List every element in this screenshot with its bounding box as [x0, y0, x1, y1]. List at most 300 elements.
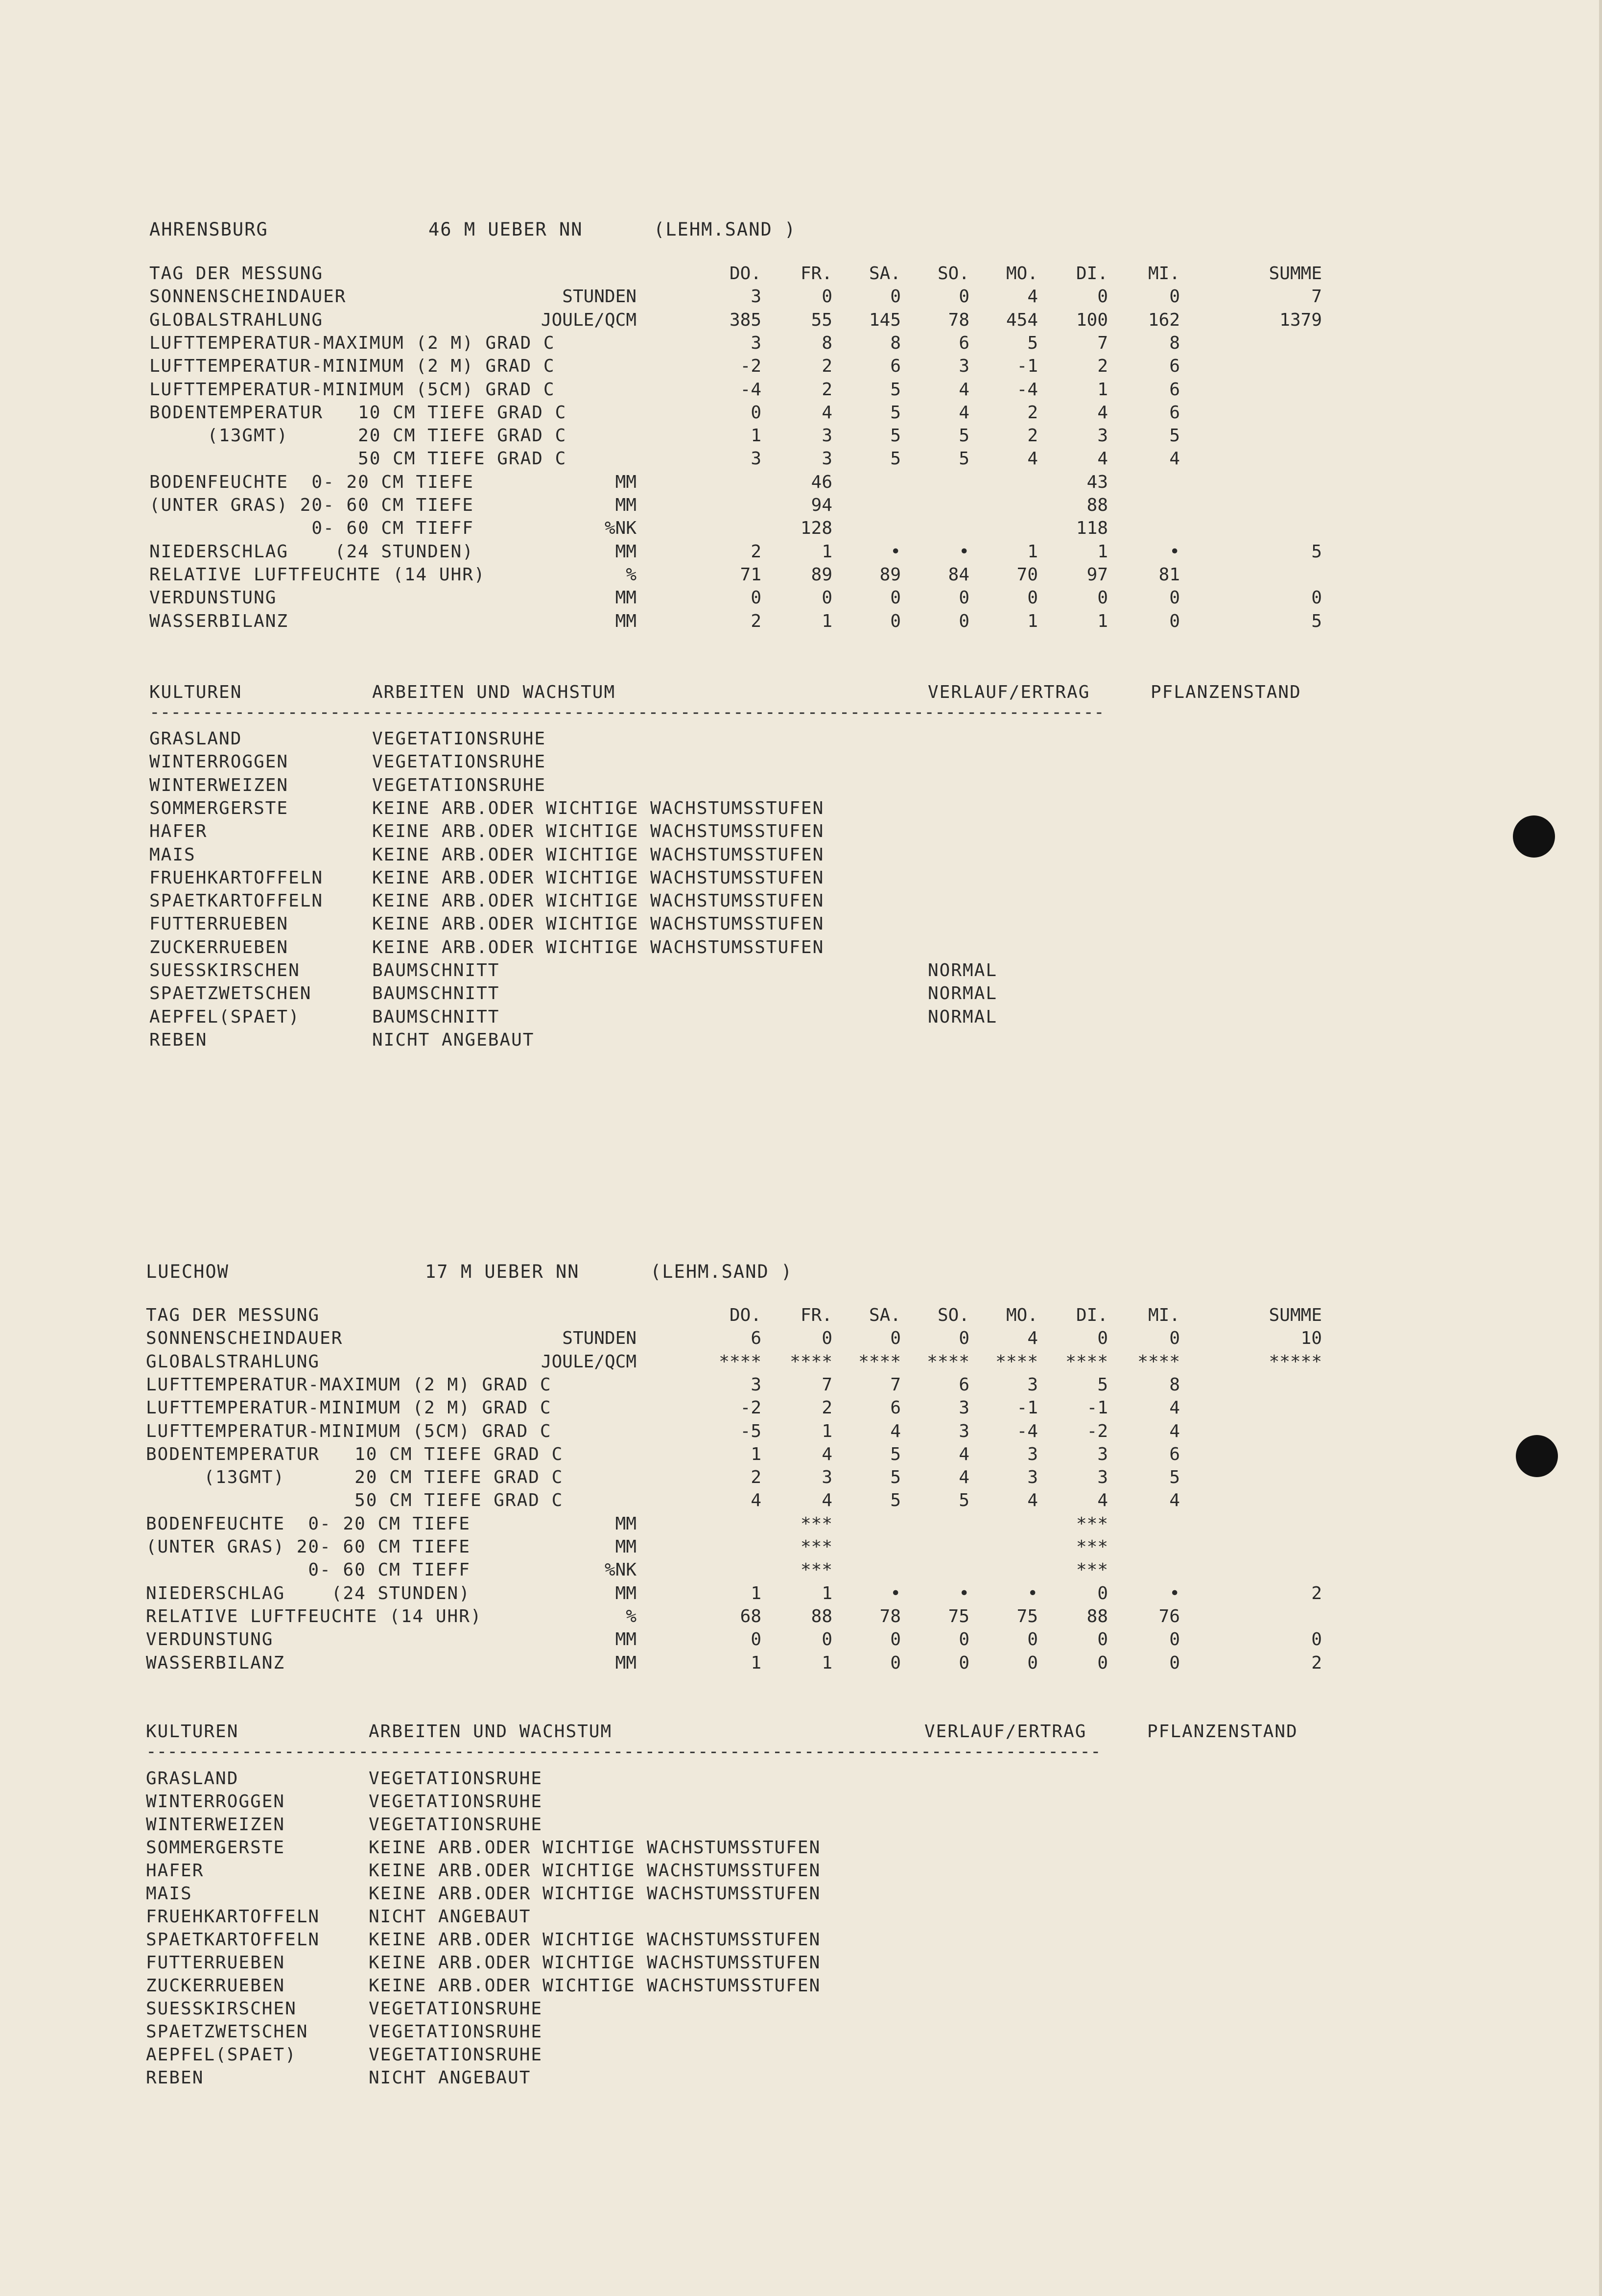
- crop-row: [0, 912, 1602, 935]
- crop-row: [0, 1974, 1602, 1997]
- day-header: DI.: [1076, 263, 1108, 284]
- cell-value: 1: [822, 1583, 832, 1603]
- table-row: [0, 1558, 1602, 1581]
- cell-value: 88: [811, 1606, 832, 1626]
- cell-value: ****: [1065, 1351, 1108, 1372]
- cell-value: 3: [822, 449, 832, 469]
- cell-value: 4: [751, 1490, 761, 1511]
- crop-work: KEINE ARB.ODER WICHTIGE WACHSTUMSSTUFEN: [369, 1930, 821, 1950]
- table-row: [0, 1628, 1602, 1651]
- cell-value: 3: [751, 287, 761, 307]
- row-label: RELATIVE LUFTFEUCHTE (14 UHR): [146, 1606, 482, 1626]
- crop-work: VEGETATIONSRUHE: [372, 752, 546, 772]
- cell-value: 4: [959, 402, 969, 423]
- crop-row: [0, 1859, 1602, 1882]
- cell-value: 3: [959, 356, 969, 377]
- crop-status: NORMAL: [928, 983, 998, 1004]
- row-label: RELATIVE LUFTFEUCHTE (14 UHR): [149, 564, 486, 585]
- row-label: NIEDERSCHLAG (24 STUNDEN): [149, 541, 474, 562]
- crop-name: GRASLAND: [146, 1769, 239, 1789]
- cell-value: 6: [751, 1328, 761, 1349]
- table-row: [0, 610, 1602, 633]
- cell-value: 3: [751, 333, 761, 353]
- cell-value: 4: [959, 379, 969, 400]
- cell-value: •: [1169, 541, 1180, 562]
- row-label: LUFTTEMPERATUR-MINIMUM (5CM) GRAD C: [146, 1421, 552, 1441]
- cell-value: 2: [1027, 426, 1038, 446]
- cell-value: 1: [751, 426, 761, 446]
- cell-value: 0: [1097, 1629, 1108, 1650]
- cell-value: 1: [751, 1652, 761, 1673]
- row-label: VERDUNSTUNG: [146, 1629, 274, 1650]
- crops-header-cultures: KULTUREN: [146, 1722, 239, 1742]
- crop-row: [0, 843, 1602, 866]
- cell-value: 0: [959, 1629, 969, 1650]
- cell-value: 89: [879, 564, 901, 585]
- crop-name: FRUEHKARTOFFELN: [146, 1907, 320, 1927]
- crop-name: AEPFEL(SPAET): [146, 2045, 297, 2065]
- row-unit: %NK: [604, 518, 636, 539]
- cell-value: 2: [751, 611, 761, 631]
- day-header: MI.: [1148, 1305, 1180, 1325]
- crop-work: KEINE ARB.ODER WICHTIGE WACHSTUMSSTUFEN: [372, 937, 825, 957]
- cell-value: 4: [1027, 449, 1038, 469]
- cell-value: 5: [1169, 1467, 1180, 1488]
- table-row: [0, 1350, 1602, 1373]
- cell-value: 94: [811, 495, 832, 515]
- cell-value: -1: [1086, 1398, 1108, 1418]
- cell-value: -5: [740, 1421, 761, 1441]
- cell-value: 145: [869, 310, 901, 330]
- cell-value: 5: [890, 426, 901, 446]
- crop-work: KEINE ARB.ODER WICHTIGE WACHSTUMSSTUFEN: [372, 891, 825, 911]
- sum-header: SUMME: [1269, 263, 1322, 284]
- cell-value: 7: [822, 1374, 832, 1395]
- cell-value: 6: [1169, 1444, 1180, 1464]
- cell-value: ****: [995, 1351, 1038, 1372]
- cell-value: 8: [1169, 333, 1180, 353]
- crop-name: FUTTERRUEBEN: [149, 914, 289, 934]
- crop-row: [0, 1005, 1602, 1028]
- table-row: [0, 355, 1602, 378]
- cell-value: 0: [959, 588, 969, 608]
- table-row: [0, 1535, 1602, 1558]
- cell-value: 5: [890, 379, 901, 400]
- cell-value: 68: [740, 1606, 761, 1626]
- cell-value: 70: [1016, 564, 1038, 585]
- crop-row: [0, 866, 1602, 889]
- crop-work: KEINE ARB.ODER WICHTIGE WACHSTUMSSTUFEN: [372, 867, 825, 888]
- cell-value: 0: [751, 402, 761, 423]
- cell-value: 2: [822, 356, 832, 377]
- cell-value: 0: [1169, 1328, 1180, 1349]
- table-row: [0, 424, 1602, 447]
- cell-value: 78: [879, 1606, 901, 1626]
- cell-sum: 10: [1300, 1328, 1322, 1349]
- crop-work: KEINE ARB.ODER WICHTIGE WACHSTUMSSTUFEN: [372, 844, 825, 865]
- cell-value: 0: [1097, 1652, 1108, 1673]
- cell-value: 5: [1097, 1374, 1108, 1395]
- crop-name: ZUCKERRUEBEN: [149, 937, 289, 957]
- cell-sum: 7: [1311, 287, 1322, 307]
- cell-value: •: [1169, 1583, 1180, 1603]
- cell-value: 3: [751, 1374, 761, 1395]
- table-row: [0, 1512, 1602, 1535]
- station-name: LUECHOW: [146, 1261, 229, 1282]
- crops-header-work: ARBEITEN UND WACHSTUM: [372, 682, 616, 702]
- cell-value: 81: [1158, 564, 1180, 585]
- cell-value: 0: [822, 1328, 832, 1349]
- crop-work: KEINE ARB.ODER WICHTIGE WACHSTUMSSTUFEN: [369, 1884, 821, 1904]
- cell-value: 100: [1076, 310, 1108, 330]
- cell-value: •: [959, 541, 969, 562]
- cell-value: 454: [1006, 310, 1038, 330]
- row-label: (UNTER GRAS) 20- 60 CM TIEFE: [149, 495, 474, 515]
- table-row: [0, 1396, 1602, 1419]
- crop-status: NORMAL: [928, 1006, 998, 1027]
- cell-value: 4: [1097, 1490, 1108, 1511]
- cell-value: 0: [1097, 1583, 1108, 1603]
- cell-value: 6: [890, 356, 901, 377]
- cell-value: 1: [1027, 541, 1038, 562]
- table-row: [0, 1605, 1602, 1628]
- cell-value: ***: [800, 1560, 832, 1580]
- cell-value: 4: [1169, 1490, 1180, 1511]
- cell-value: 5: [959, 426, 969, 446]
- cell-value: 6: [1169, 402, 1180, 423]
- cell-value: -1: [1016, 356, 1038, 377]
- cell-value: 0: [890, 1652, 901, 1673]
- crop-row: [0, 820, 1602, 843]
- crop-name: FUTTERRUEBEN: [146, 1953, 285, 1973]
- cell-value: 0: [1169, 1652, 1180, 1673]
- row-label: WASSERBILANZ: [146, 1652, 285, 1673]
- cell-value: 2: [751, 541, 761, 562]
- crop-name: REBEN: [146, 2068, 204, 2088]
- row-label: BODENTEMPERATUR 10 CM TIEFE GRAD C: [146, 1444, 564, 1464]
- crops-header-work: ARBEITEN UND WACHSTUM: [369, 1722, 613, 1742]
- row-unit: MM: [615, 472, 636, 492]
- crop-work: VEGETATIONSRUHE: [369, 1999, 543, 2019]
- days-label: TAG DER MESSUNG: [146, 1305, 320, 1325]
- cell-value: 7: [890, 1374, 901, 1395]
- divider-dashes: ------------------------------------------------------------------------------------------: [149, 705, 1105, 720]
- cell-value: 2: [1097, 356, 1108, 377]
- cell-value: 1: [751, 1583, 761, 1603]
- cell-value: 3: [1097, 1444, 1108, 1464]
- days-label: TAG DER MESSUNG: [149, 263, 324, 284]
- sum-header: SUMME: [1269, 1305, 1322, 1325]
- cell-value: 3: [1027, 1444, 1038, 1464]
- cell-value: ****: [927, 1351, 969, 1372]
- crop-row: [0, 1928, 1602, 1951]
- cell-value: 1: [1027, 611, 1038, 631]
- table-row: [0, 1373, 1602, 1396]
- station-elevation: 17 M UEBER NN: [425, 1261, 580, 1282]
- row-unit: STUNDEN: [562, 1328, 636, 1349]
- row-label: (13GMT) 20 CM TIEFE GRAD C: [146, 1467, 564, 1488]
- cell-value: 1: [822, 1652, 832, 1673]
- cell-value: 4: [1027, 1490, 1038, 1511]
- cell-value: 4: [1169, 449, 1180, 469]
- table-row: [0, 1327, 1602, 1350]
- crop-row: [0, 2020, 1602, 2043]
- crop-work: KEINE ARB.ODER WICHTIGE WACHSTUMSSTUFEN: [369, 1976, 821, 1996]
- cell-value: ***: [1076, 1537, 1108, 1557]
- cell-value: ****: [858, 1351, 901, 1372]
- cell-value: 5: [959, 449, 969, 469]
- cell-value: 46: [811, 472, 832, 492]
- crop-work: VEGETATIONSRUHE: [369, 2045, 543, 2065]
- day-header: SA.: [869, 263, 901, 284]
- crop-row: [0, 2043, 1602, 2066]
- row-label: 50 CM TIEFE GRAD C: [146, 1490, 564, 1511]
- cell-value: 0: [1169, 287, 1180, 307]
- row-label: (13GMT) 20 CM TIEFE GRAD C: [149, 426, 567, 446]
- row-unit: MM: [615, 1652, 636, 1673]
- cell-value: -2: [1086, 1421, 1108, 1441]
- cell-value: 71: [740, 564, 761, 585]
- row-unit: STUNDEN: [562, 287, 636, 307]
- cell-value: 5: [1169, 426, 1180, 446]
- row-label: LUFTTEMPERATUR-MAXIMUM (2 M) GRAD C: [149, 333, 555, 353]
- divider-dashes: ------------------------------------------------------------------------------------------: [146, 1745, 1101, 1759]
- crop-row: [0, 1882, 1602, 1905]
- cell-value: 78: [948, 310, 969, 330]
- crop-work: NICHT ANGEBAUT: [369, 1907, 531, 1927]
- crop-name: AEPFEL(SPAET): [149, 1006, 300, 1027]
- crop-row: [0, 959, 1602, 982]
- row-label: VERDUNSTUNG: [149, 588, 277, 608]
- cell-value: 0: [959, 287, 969, 307]
- row-label: (UNTER GRAS) 20- 60 CM TIEFE: [146, 1537, 471, 1557]
- crop-work: KEINE ARB.ODER WICHTIGE WACHSTUMSSTUFEN: [369, 1838, 821, 1858]
- table-row: [0, 586, 1602, 609]
- cell-value: 88: [1086, 1606, 1108, 1626]
- crop-row: [0, 936, 1602, 959]
- crop-name: SPAETZWETSCHEN: [146, 2022, 308, 2042]
- cell-value: 3: [959, 1421, 969, 1441]
- cell-value: 1: [822, 1421, 832, 1441]
- cell-value: 4: [1027, 1328, 1038, 1349]
- row-label: LUFTTEMPERATUR-MINIMUM (2 M) GRAD C: [149, 356, 555, 377]
- crop-row: [0, 1836, 1602, 1859]
- row-label: 0- 60 CM TIEFF: [149, 518, 474, 539]
- crop-name: GRASLAND: [149, 729, 242, 749]
- cell-value: ***: [1076, 1513, 1108, 1534]
- row-label: BODENFEUCHTE 0- 20 CM TIEFE: [149, 472, 474, 492]
- station-elevation: 46 M UEBER NN: [428, 219, 583, 240]
- crop-work: NICHT ANGEBAUT: [372, 1029, 535, 1050]
- cell-value: 0: [890, 1328, 901, 1349]
- day-header: MO.: [1006, 263, 1038, 284]
- cell-value: 4: [822, 1490, 832, 1511]
- crop-name: SPAETKARTOFFELN: [149, 891, 324, 911]
- table-row: [0, 494, 1602, 517]
- cell-value: -4: [740, 379, 761, 400]
- row-unit: %: [626, 564, 636, 585]
- cell-value: 2: [822, 1398, 832, 1418]
- cell-value: 0: [822, 1629, 832, 1650]
- crops-header-yield: VERLAUF/ERTRAG: [928, 682, 1090, 702]
- cell-value: 0: [1169, 611, 1180, 631]
- cell-value: 0: [890, 287, 901, 307]
- cell-value: 2: [822, 379, 832, 400]
- cell-value: 1: [1097, 541, 1108, 562]
- table-row: [0, 1420, 1602, 1443]
- cell-value: 5: [890, 1490, 901, 1511]
- row-unit: MM: [615, 1513, 636, 1534]
- table-row: [0, 285, 1602, 308]
- cell-value: 0: [1169, 588, 1180, 608]
- crop-name: SOMMERGERSTE: [149, 798, 289, 818]
- row-label: BODENTEMPERATUR 10 CM TIEFE GRAD C: [149, 402, 567, 423]
- crop-name: ZUCKERRUEBEN: [146, 1976, 285, 1996]
- row-unit: MM: [615, 1537, 636, 1557]
- cell-value: •: [890, 541, 901, 562]
- cell-value: 0: [751, 1629, 761, 1650]
- cell-value: 6: [890, 1398, 901, 1418]
- crop-work: VEGETATIONSRUHE: [369, 2022, 543, 2042]
- cell-value: 75: [1016, 1606, 1038, 1626]
- cell-value: ***: [800, 1513, 832, 1534]
- cell-sum: 0: [1311, 588, 1322, 608]
- cell-value: 4: [822, 402, 832, 423]
- row-label: 50 CM TIEFE GRAD C: [149, 449, 567, 469]
- crop-name: WINTERROGGEN: [146, 1792, 285, 1812]
- crop-row: [0, 1767, 1602, 1790]
- day-header: DI.: [1076, 1305, 1108, 1325]
- cell-value: 6: [959, 333, 969, 353]
- cell-value: 0: [1027, 588, 1038, 608]
- crop-work: VEGETATIONSRUHE: [372, 775, 546, 795]
- table-row: [0, 563, 1602, 586]
- crop-name: REBEN: [149, 1029, 208, 1050]
- cell-value: 3: [1027, 1374, 1038, 1395]
- cell-value: •: [890, 1583, 901, 1603]
- row-unit: JOULE/QCM: [541, 1351, 636, 1372]
- station-soil: (LEHM.SAND ): [650, 1261, 793, 1282]
- crop-name: WINTERROGGEN: [149, 752, 289, 772]
- table-row: [0, 1443, 1602, 1466]
- cell-value: 0: [1097, 588, 1108, 608]
- cell-value: 1: [822, 541, 832, 562]
- cell-value: 0: [959, 1328, 969, 1349]
- cell-value: 0: [751, 588, 761, 608]
- table-row: [0, 1466, 1602, 1489]
- cell-value: 0: [890, 611, 901, 631]
- cell-value: 84: [948, 564, 969, 585]
- day-header: MO.: [1006, 1305, 1038, 1325]
- crop-name: HAFER: [149, 821, 208, 842]
- cell-value: ****: [1137, 1351, 1180, 1372]
- row-unit: MM: [615, 611, 636, 631]
- table-row: [0, 1582, 1602, 1605]
- cell-value: 3: [751, 449, 761, 469]
- cell-value: 1: [822, 611, 832, 631]
- cell-value: 5: [890, 1467, 901, 1488]
- cell-sum: 5: [1311, 541, 1322, 562]
- crops-header-status: PFLANZENSTAND: [1147, 1722, 1298, 1742]
- crop-name: WINTERWEIZEN: [146, 1815, 285, 1835]
- table-row: [0, 517, 1602, 540]
- row-label: GLOBALSTRAHLUNG: [149, 310, 324, 330]
- cell-value: 89: [811, 564, 832, 585]
- cell-value: 4: [959, 1467, 969, 1488]
- row-unit: MM: [615, 1629, 636, 1650]
- crop-work: VEGETATIONSRUHE: [369, 1769, 543, 1789]
- cell-value: 3: [822, 1467, 832, 1488]
- cell-value: 43: [1086, 472, 1108, 492]
- table-row: [0, 1489, 1602, 1512]
- cell-value: 3: [1097, 1467, 1108, 1488]
- cell-value: 2: [1027, 402, 1038, 423]
- crop-work: VEGETATIONSRUHE: [369, 1815, 543, 1835]
- cell-value: •: [1027, 1583, 1038, 1603]
- table-row: [0, 332, 1602, 355]
- cell-value: 1: [1097, 611, 1108, 631]
- cell-value: 4: [1169, 1398, 1180, 1418]
- cell-value: •: [959, 1583, 969, 1603]
- cell-value: 76: [1158, 1606, 1180, 1626]
- cell-sum: 5: [1311, 611, 1322, 631]
- cell-value: 97: [1086, 564, 1108, 585]
- cell-sum: 2: [1311, 1583, 1322, 1603]
- cell-value: 0: [1027, 1652, 1038, 1673]
- cell-value: 1: [1097, 379, 1108, 400]
- cell-value: 5: [890, 402, 901, 423]
- crop-row: [0, 1905, 1602, 1928]
- crop-work: KEINE ARB.ODER WICHTIGE WACHSTUMSSTUFEN: [372, 821, 825, 842]
- row-unit: %NK: [604, 1560, 636, 1580]
- crop-row: [0, 889, 1602, 912]
- cell-value: 2: [751, 1467, 761, 1488]
- cell-value: 5: [1027, 333, 1038, 353]
- row-label: LUFTTEMPERATUR-MINIMUM (2 M) GRAD C: [146, 1398, 552, 1418]
- row-unit: %: [626, 1606, 636, 1626]
- crops-header-cultures: KULTUREN: [149, 682, 242, 702]
- cell-value: 7: [1097, 333, 1108, 353]
- station-name: AHRENSBURG: [149, 219, 268, 240]
- crop-name: SPAETZWETSCHEN: [149, 983, 312, 1004]
- cell-value: 128: [800, 518, 832, 539]
- crop-name: HAFER: [146, 1861, 204, 1881]
- crop-work: VEGETATIONSRUHE: [369, 1792, 543, 1812]
- cell-value: 0: [890, 588, 901, 608]
- crop-work: KEINE ARB.ODER WICHTIGE WACHSTUMSSTUFEN: [369, 1861, 821, 1881]
- day-header: DO.: [729, 263, 761, 284]
- cell-value: 5: [890, 449, 901, 469]
- crop-work: BAUMSCHNITT: [372, 1006, 500, 1027]
- crop-work: BAUMSCHNITT: [372, 960, 500, 981]
- station-soil: (LEHM.SAND ): [654, 219, 797, 240]
- crop-work: BAUMSCHNITT: [372, 983, 500, 1004]
- crops-header-yield: VERLAUF/ERTRAG: [924, 1722, 1087, 1742]
- cell-value: 0: [822, 588, 832, 608]
- crop-row: [0, 750, 1602, 773]
- cell-value: 6: [1169, 379, 1180, 400]
- crop-status: NORMAL: [928, 960, 998, 981]
- row-label: GLOBALSTRAHLUNG: [146, 1351, 320, 1372]
- day-header: SO.: [937, 263, 969, 284]
- cell-value: 5: [890, 1444, 901, 1464]
- crop-name: WINTERWEIZEN: [149, 775, 289, 795]
- crop-row: [0, 1951, 1602, 1974]
- crops-header-status: PFLANZENSTAND: [1151, 682, 1301, 702]
- crop-row: [0, 774, 1602, 797]
- cell-value: 8: [822, 333, 832, 353]
- day-header: SA.: [869, 1305, 901, 1325]
